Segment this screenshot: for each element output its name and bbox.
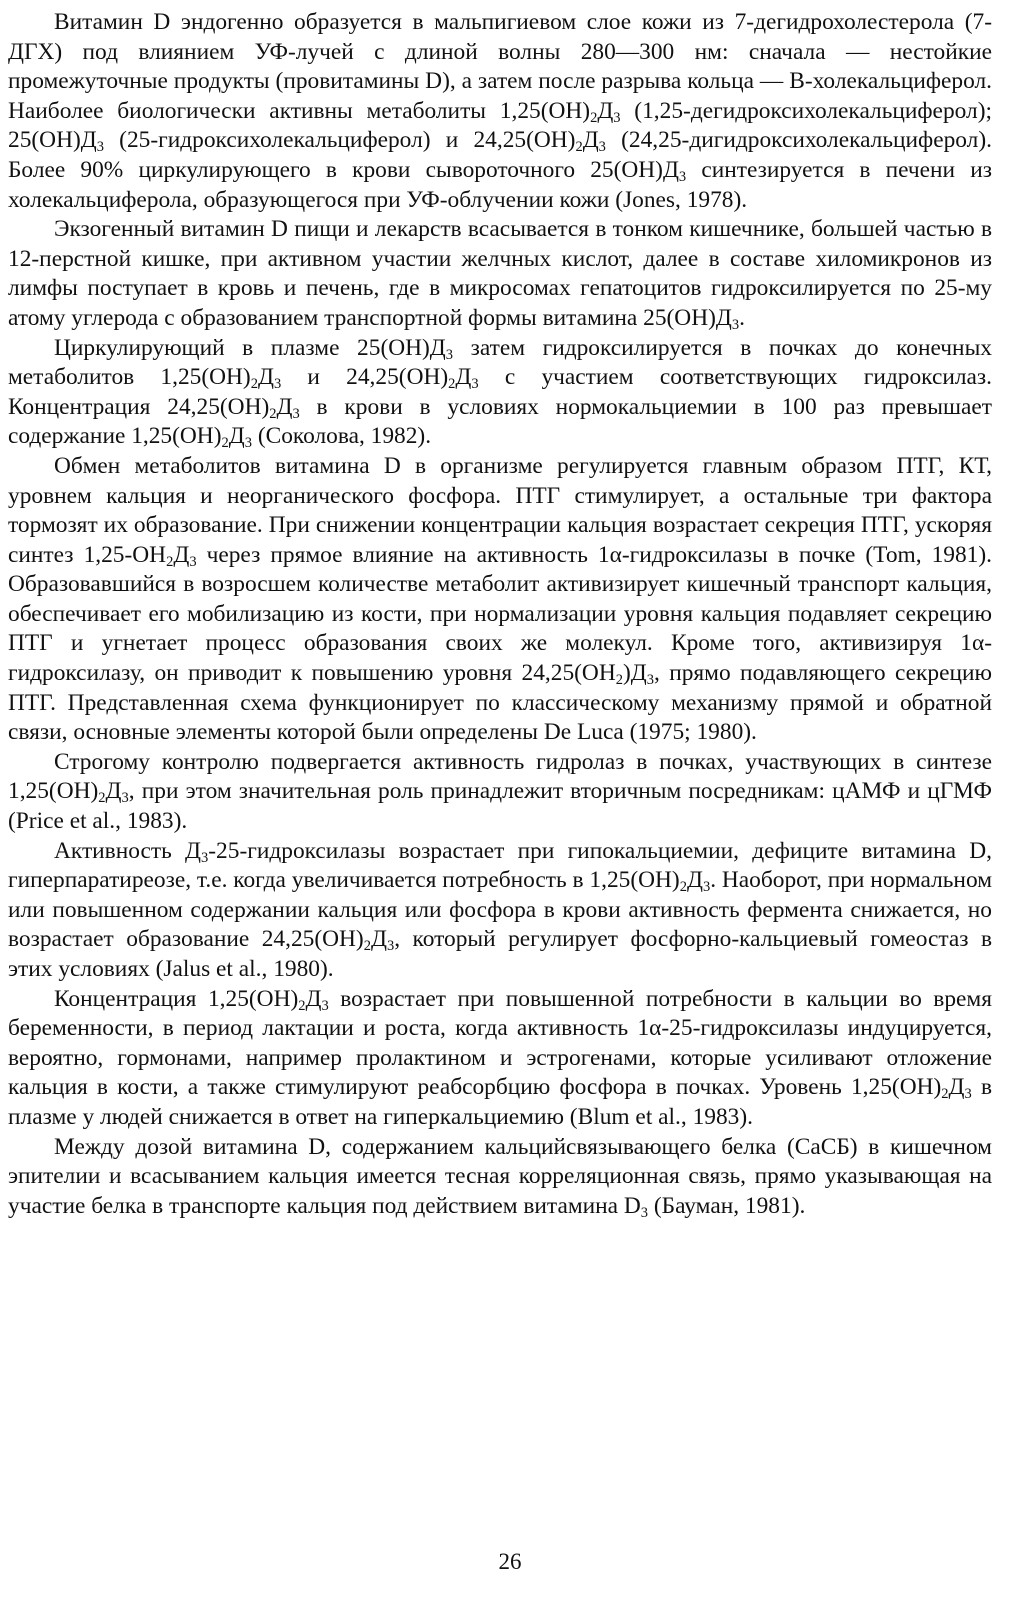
- paragraph-renal-hydroxylation: Циркулирующий в плазме $25(ОН)Д_3$ затем гидроксилируется в почках до конечных метаболитов $1,25(ОН)_2Д_3$ и $24,25(ОН)_2Д_3$ с участием соответствующих гидроксилаз. Концентрация $24,25(ОН)_2Д_3$ в крови в условиях нормокальциемии в 100 раз превышает содержание $1,25(ОН)_2Д_3$ (Соколова, 1982).: [8, 334, 992, 452]
- subscript: 3: [678, 169, 687, 186]
- subscript: 2: [298, 997, 306, 1014]
- subscript: 3: [471, 376, 479, 393]
- subscript: 3: [445, 346, 454, 363]
- page-number: 26: [498, 1549, 522, 1574]
- subscript: 2: [363, 938, 371, 955]
- subscript: 2: [166, 553, 174, 570]
- subscript: 2: [269, 405, 277, 422]
- subscript: 2: [250, 376, 258, 393]
- subscript: 3: [964, 1086, 972, 1103]
- subscript: 2: [575, 139, 583, 156]
- subscript: 3: [731, 316, 740, 333]
- subscript: 3: [640, 1204, 649, 1221]
- subscript: 3: [96, 139, 104, 156]
- paragraph-concentration-increase: Концентрация $1,25(ОН)_2Д_3$ возрастает при повышенной потребности в кальции во время беременности, в период лактации и роста, когда активность 1α-25-гидроксилазы индуцируется, вероятно, гормонами, например пролактином и эстрогенами, которые усиливают отложение кальция в кости, а также стимулируют реабсорбцию фосфора в почках. Уровень $1,25(ОН)_2Д_3$ в плазме у людей снижается в ответ на гиперкальциемию (Blum et al., 1983).: [8, 985, 992, 1130]
- subscript: 2: [448, 376, 456, 393]
- subscript: 2: [679, 879, 687, 896]
- subscript: 2: [221, 435, 229, 452]
- subscript: 3: [201, 849, 209, 866]
- body-text: [8, 8, 992, 1221]
- subscript: 2: [590, 109, 598, 126]
- subscript: 2: [941, 1086, 949, 1103]
- subscript: 2: [98, 790, 106, 807]
- subscript: 3: [292, 405, 300, 422]
- subscript: 3: [702, 879, 711, 896]
- subscript: 3: [386, 938, 395, 955]
- subscript: 3: [273, 376, 282, 393]
- paragraph-vitamin-d-exogenous: Экзогенный витамин D пищи и лекарств всасывается в тонком кишечнике, большей частью в 12-перстной кишке, при активном участии желчных кислот, далее в составе хиломикронов из лимфы поступает в кровь и печень, где в микросомах гепатоцитов гидроксилируется по 25-му атому углерода с образованием транспортной формы витамина $25(ОН)Д_3$.: [8, 216, 992, 333]
- paragraph-vitamin-d-endogenous: Витамин D эндогенно образуется в мальпигиевом слое кожи из 7-дегидрохолестерола (7-ДГХ) под влиянием УФ-лучей с длиной волны 280—300 нм: сначала — нестойкие промежуточные продукты (провитамины D), а затем после разрыва кольца — В-холекальциферол. Наиболее биологически активны метаболиты $1,25(ОН)_2Д_3$ (1,25-дегидроксихолекальциферол); $25(ОН)Д_3$ (25-гидроксихолекальциферол) и $24,25(ОН)_2Д_3$ (24,25-дигидроксихолекальциферол). Более 90% циркулирующего в крови сывороточного $25(ОН)Д_3$ синтезируется в печени из холекальциферола, образующегося при УФ-облучении кожи (Jones, 1978).: [8, 9, 992, 213]
- paragraph-metabolism-regulation: Обмен метаболитов витамина D в организме регулируется главным образом ПТГ, КТ, уровнем кальция и неорганического фосфора. ПТГ стимулирует, а остальные три фактора тормозят их образование. При снижении концентрации кальция возрастает секреция ПТГ, ускоряя синтез $1,25-ОН_2Д_3$ через прямое влияние на активность 1α-гидроксилазы в почке (Tom, 1981). Образовавшийся в возросшем количестве метаболит активизирует кишечный транспорт кальция, обеспечивает его мобилизацию из кости, при нормализации уровня кальция подавляет секрецию ПТГ и угнетает процесс образования своих же молекул. Кроме того, активизируя 1α-гидроксилазу, он приводит к повышению уровня $24,25(ОН_2)Д_3$, прямо подавляющего секрецию ПТГ. Представленная схема функционирует по классическому механизму прямой и обратной связи, основные элементы которой были определены De Luca (1975; 1980).: [8, 452, 992, 746]
- subscript: 3: [646, 672, 654, 689]
- subscript: 3: [613, 109, 621, 126]
- paragraph-hydroxylase-activity: Активность $Д_3-25$-гидроксилазы возрастает при гипокальциемии, дефиците витамина D, гиперпаратиреозе, т.е. когда увеличивается потребность в $1,25(ОН)_2Д_3$. Наоборот, при нормальном или повышенном содержании кальция или фосфора в крови активность фермента снижается, но возрастает образование $24,25(ОН)_2Д_3$, который регулирует фосфорно-кальциевый гомеостаз в этих условиях (Jalus et al., 1980).: [8, 837, 993, 982]
- paragraph-casb-correlation: Между дозой витамина D, содержанием кальцийсвязывающего белка (СаСБ) в кишечном эпителии и всасыванием кальция имеется тесная корреляционная связь, прямо указывающая на участие белка в транспорте кальция под действием витамина $D_3$ (Бауман, 1981).: [8, 1133, 992, 1221]
- paragraph-hydrolase-control: Строгому контролю подвергается активность гидролаз в почках, участвующих в синтезе $1,25(ОН)_2Д_3$, при этом значительная роль принадлежит вторичным посредникам: цАМФ и цГМФ (Price et al., 1983).: [8, 748, 992, 835]
- subscript: 3: [244, 435, 252, 452]
- subscript: 3: [598, 139, 606, 156]
- subscript: 3: [189, 553, 197, 570]
- subscript: 2: [615, 672, 623, 689]
- subscript: 3: [121, 790, 129, 807]
- subscript: 3: [321, 997, 329, 1014]
